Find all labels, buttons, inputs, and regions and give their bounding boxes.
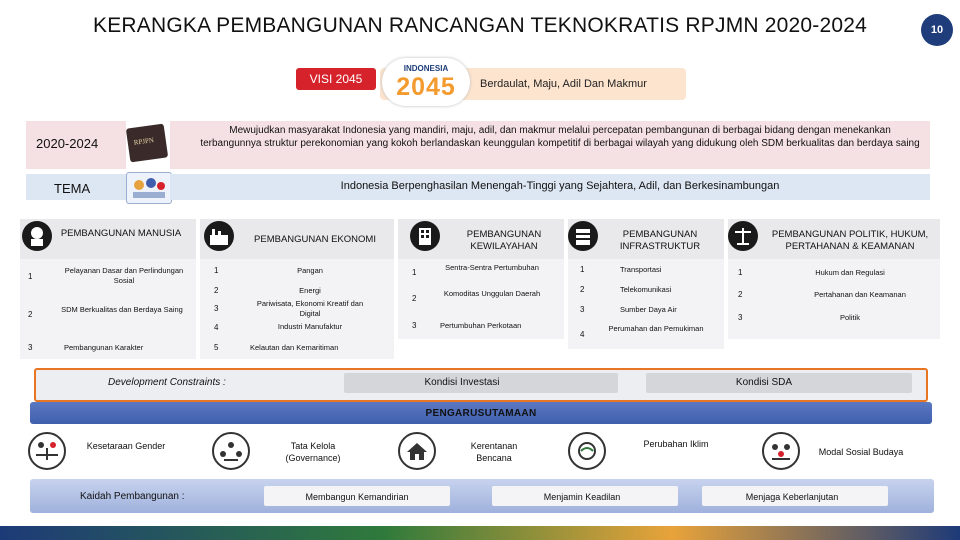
book-label: RPJPN [133,136,155,147]
tema-people-icon [126,172,172,204]
list-item: Sumber Daya Air [620,305,677,314]
indonesia-2045-logo [382,58,470,106]
page-title: KERANGKA PEMBANGUNAN RANCANGAN TEKNOKRATIS RPJMN 2020-2024 [92,14,868,37]
factory-icon [204,221,234,251]
list-item: Perumahan dan Pemukiman [608,324,704,333]
pengarusutamaan-item: Perubahan Iklim [643,439,709,449]
page-number-badge: 10 [921,14,953,46]
pengarusutamaan-item: Kerentanan Bencana [470,441,518,463]
item-number: 3 [28,343,33,352]
kaidah-item: Membangun Kemandirian [305,492,409,502]
item-number: 2 [412,294,417,303]
misi-text: Mewujudkan masyarakat Indonesia yang mandiri, maju, adil, dan makmur melalui percepatan pembangunan di berbagai bidang dengan menekankan terbangunnya struktur perekonomian yang kokoh berlandaskan keunggulan kompetitif di berbagai wilayah yang didukung oleh SDM berkualitas dan berdaya saing [200,125,920,149]
period-label: 2020-2024 [36,136,99,151]
item-number: 3 [580,305,585,314]
item-number: 1 [214,266,219,275]
list-item: Sentra-Sentra Pertumbuhan [445,263,539,272]
logo-country-text: INDONESIA [403,64,449,73]
list-item: Industri Manufaktur [277,322,343,331]
climate-change-icon [568,432,606,470]
tema-text: Indonesia Berpenghasilan Menengah-Tinggi yang Sejahtera, Adil, dan Berkesinambungan [340,180,780,192]
list-item: Hukum dan Regulasi [815,268,885,277]
item-number: 4 [214,323,219,332]
disaster-house-icon [398,432,436,470]
governance-icon [212,432,250,470]
constraint-sda-text: Kondisi SDA [735,377,793,388]
social-capital-icon [762,432,800,470]
dam-icon [568,221,598,251]
visi-text: Berdaulat, Maju, Adil Dan Makmur [480,78,647,90]
kaidah-label: Kaidah Pembangunan : [80,491,185,502]
justice-scale-icon [728,221,758,251]
constraint-investasi-text: Kondisi Investasi [424,377,500,388]
pengarusutamaan-item: Tata Kelola (Governance) [285,441,341,463]
item-number: 3 [214,304,219,313]
bottom-decorative-strip [0,526,960,540]
pengarusutamaan-item: Kesetaraan Gender [86,441,166,451]
list-item: Komoditas Unggulan Daerah [443,289,541,298]
pengarusutamaan-item: Modal Sosial Budaya [818,447,904,457]
rpjpn-book-icon [126,124,168,163]
item-number: 2 [214,286,219,295]
list-item: Kelautan dan Kemaritiman [250,343,339,352]
item-number: 4 [580,330,585,339]
pillar-polhukam-title: PEMBANGUNAN POLITIK, HUKUM, PERTAHANAN & KEAMANAN [771,229,929,252]
item-number: 1 [412,268,417,277]
gender-equality-icon [28,432,66,470]
item-number: 2 [738,290,743,299]
list-item: Pariwisata, Ekonomi Kreatif dan Digital [256,299,364,318]
pillar-manusia-title: PEMBANGUNAN MANUSIA [60,228,182,239]
item-number: 3 [412,321,417,330]
pillar-ekonomi-title: PEMBANGUNAN EKONOMI [254,234,376,245]
building-icon [410,221,440,251]
item-number: 1 [738,268,743,277]
kaidah-item: Menjamin Keadilan [543,492,621,502]
list-item: Pertahanan dan Keamanan [814,290,906,299]
item-number: 5 [214,343,219,352]
item-number: 3 [738,313,743,322]
item-number: 2 [580,285,585,294]
kaidah-item: Menjaga Keberlanjutan [745,492,839,502]
development-constraints-label: Development Constraints : [108,377,226,388]
pillar-infrastruktur-title: PEMBANGUNAN INFRASTRUKTUR [619,229,701,252]
pillar-kewilayahan-title: PEMBANGUNAN KEWILAYAHAN [466,229,542,252]
list-item: Pelayanan Dasar dan Perlindungan Sosial [64,266,184,285]
tema-label: TEMA [54,181,91,196]
item-number: 1 [580,265,585,274]
human-head-icon [22,221,52,251]
list-item: Energi [299,286,321,295]
logo-year-text: 2045 [396,73,456,101]
list-item: SDM Berkualitas dan Berdaya Saing [61,305,183,314]
list-item: Pertumbuhan Perkotaan [440,321,522,330]
visi-label: VISI 2045 [296,68,376,90]
list-item: Telekomunikasi [620,285,672,294]
item-number: 2 [28,310,33,319]
list-item: Politik [839,313,860,322]
item-number: 1 [28,272,33,281]
list-item: Transportasi [620,265,662,274]
list-item: Pangan [297,266,323,275]
list-item: Pembangunan Karakter [64,343,144,352]
pengarusutamaan-title: PENGARUSUTAMAAN [425,408,537,419]
